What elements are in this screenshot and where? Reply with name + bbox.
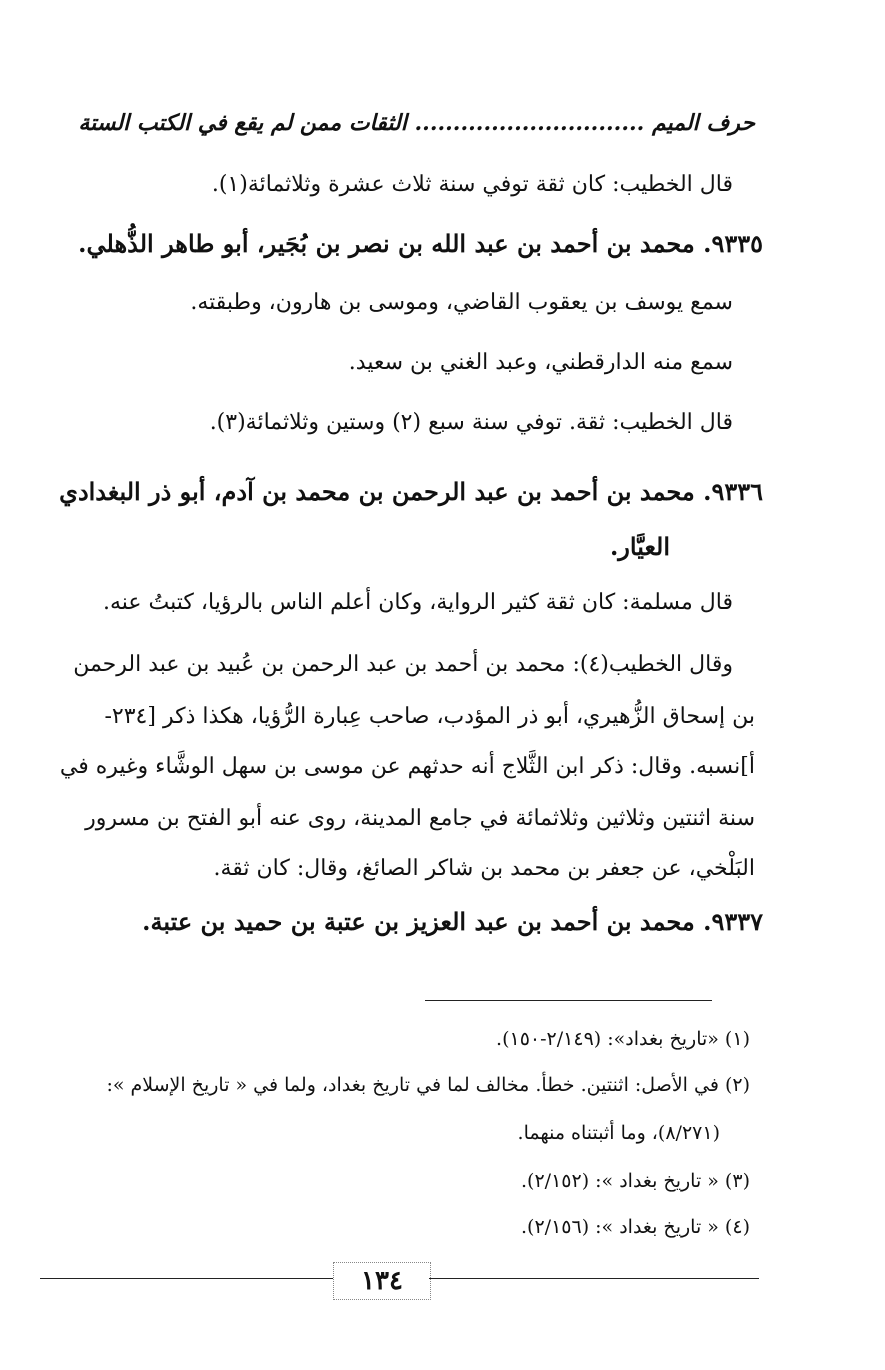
body-line: أ]نسبه. وقال: ذكر ابن الثَّلاج أنه حدثهم عن موسى بن سهل الوشَّاء وغيره في [59,754,755,779]
body-line: البَلْخي، عن جعفر بن محمد بن شاكر الصائغ، وقال: كان ثقة. [213,856,755,881]
header-book-title: الثقات ممن لم يقع في الكتب الستة [78,110,407,136]
body-line: قال الخطيب: كان ثقة توفي سنة ثلاث عشرة وثلاثمائة(١). [211,172,733,197]
header-chapter: حرف الميم [651,110,755,136]
footnote-3: (٣) « تاريخ بغداد »: (٢/١٥٢). [521,1170,750,1192]
running-header [78,110,755,140]
footnote-separator [425,1000,712,1001]
footer-rule-left [40,1278,333,1279]
body-line: قال الخطيب: ثقة. توفي سنة سبع (٢) وستين وثلاثمائة(٣). [209,410,733,435]
footnote-2-cont: (٨/٢٧١)، وما أثبتناه منهما. [517,1122,720,1144]
header-dots: .............................. [414,110,645,136]
body-line: سمع منه الدارقطني، وعبد الغني بن سعيد. [348,350,733,375]
entry-heading-9336-cont: العيَّار. [609,532,670,561]
footer-rule-right [429,1278,759,1279]
page-number: ١٣٤ [333,1262,431,1300]
body-line: سنة اثنتين وثلاثين وثلاثمائة في جامع المدينة، روى عنه أبو الفتح بن مسرور [85,806,755,831]
footnote-1: (١) «تاريخ بغداد»: (٢/١٤٩-١٥٠). [496,1028,750,1050]
body-line: وقال الخطيب(٤): محمد بن أحمد بن عبد الرحمن بن عُبيد بن عبد الرحمن [73,652,733,677]
entry-heading-9336: ٩٣٣٦. محمد بن أحمد بن عبد الرحمن بن محمد بن آدم، أبو ذر البغدادي [59,477,763,506]
footnote-4: (٤) « تاريخ بغداد »: (٢/١٥٦). [521,1216,750,1238]
body-line: بن إسحاق الزُّهيري، أبو ذر المؤدب، صاحب عِبارة الرُّؤيا، هكذا ذكر [٢٣٤- [104,704,755,729]
entry-heading-9337: ٩٣٣٧. محمد بن أحمد بن عبد العزيز بن عتبة بن حميد بن عتبة. [142,907,763,936]
body-line: قال مسلمة: كان ثقة كثير الرواية، وكان أعلم الناس بالرؤيا، كتبتُ عنه. [103,590,733,615]
entry-heading-9335: ٩٣٣٥. محمد بن أحمد بن عبد الله بن نصر بن بُجَير، أبو طاهر الذُّهلي. [78,229,763,258]
body-line: سمع يوسف بن يعقوب القاضي، وموسى بن هارون، وطبقته. [190,290,733,315]
footnote-2: (٢) في الأصل: اثنتين. خطأ. مخالف لما في تاريخ بغداد، ولما في « تاريخ الإسلام »: [106,1074,750,1096]
